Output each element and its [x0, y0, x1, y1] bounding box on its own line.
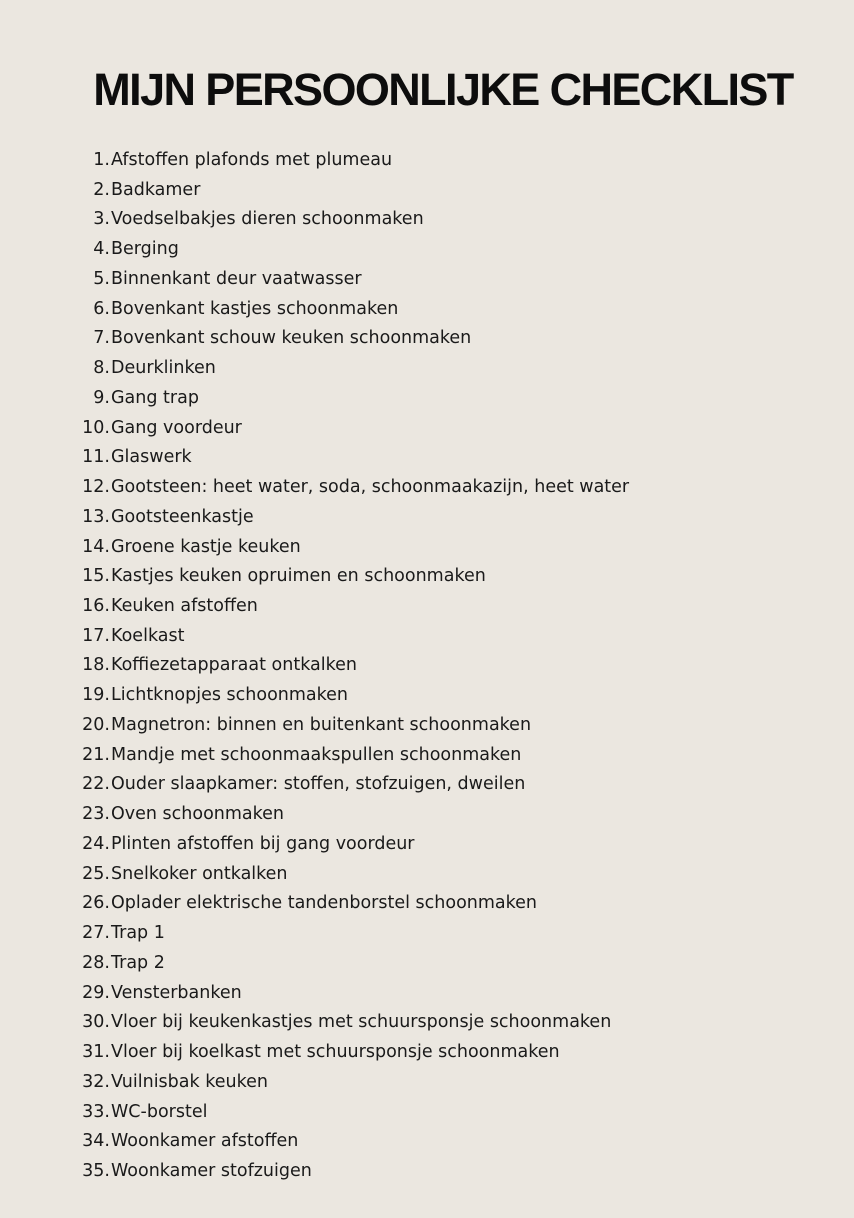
list-item-number: 21. — [82, 744, 110, 765]
list-item-number: 9. — [93, 387, 110, 408]
list-item — [0, 384, 629, 414]
list-item — [0, 324, 629, 354]
list-item — [0, 919, 629, 949]
list-item-text: Gang trap — [111, 387, 199, 408]
list-item-text: Berging — [111, 239, 179, 260]
list-item-number: 7. — [93, 328, 110, 349]
list-item — [0, 622, 629, 652]
list-item-number: 13. — [82, 506, 110, 527]
list-item-number: 11. — [82, 447, 110, 468]
list-item-text: Bovenkant kastjes schoonmaken — [111, 298, 399, 319]
list-item-number: 12. — [82, 477, 110, 498]
list-item — [0, 711, 629, 741]
list-item-number: 14. — [82, 536, 110, 557]
list-item-text: Oplader elektrische tandenborstel schoonmaken — [111, 893, 538, 914]
list-item-text: Trap 2 — [111, 952, 165, 973]
list-item-text: Vloer bij koelkast met schuursponsje schoonmaken — [111, 1042, 560, 1063]
list-item — [0, 979, 629, 1009]
list-item-number: 34. — [82, 1131, 110, 1152]
list-item — [0, 295, 629, 325]
list-item-number: 4. — [93, 239, 110, 260]
list-item-number: 3. — [93, 209, 110, 230]
list-item-number: 10. — [82, 417, 110, 438]
list-item-text: Glaswerk — [111, 447, 192, 468]
list-item — [0, 1157, 629, 1187]
list-item-text: Vloer bij keukenkastjes met schuursponsje schoonmaken — [111, 1012, 612, 1033]
list-item-number: 15. — [82, 566, 110, 587]
list-item — [0, 1127, 629, 1157]
list-item-number: 16. — [82, 596, 110, 617]
list-item — [0, 800, 629, 830]
list-item — [0, 146, 629, 176]
list-item-text: Groene kastje keuken — [111, 536, 301, 557]
list-item-number: 2. — [93, 179, 110, 200]
checklist — [0, 146, 629, 1187]
list-item-text: Mandje met schoonmaakspullen schoonmaken — [111, 744, 522, 765]
list-item — [0, 1038, 629, 1068]
list-item-text: Gootsteen: heet water, soda, schoonmaakazijn, heet water — [111, 477, 630, 498]
list-item-number: 30. — [82, 1012, 110, 1033]
list-item-text: Gootsteenkastje — [111, 506, 254, 527]
list-item — [0, 176, 629, 206]
list-item-number: 5. — [93, 268, 110, 289]
list-item — [0, 949, 629, 979]
list-item-number: 25. — [82, 863, 110, 884]
list-item-number: 24. — [82, 833, 110, 854]
list-item — [0, 889, 629, 919]
list-item-text: Vuilnisbak keuken — [111, 1071, 268, 1092]
list-item — [0, 205, 629, 235]
list-item — [0, 443, 629, 473]
page-title: MIJN PERSOONLIJKE CHECKLIST — [93, 64, 793, 115]
list-item-text: Gang voordeur — [111, 417, 242, 438]
list-item-number: 32. — [82, 1071, 110, 1092]
list-item — [0, 1008, 629, 1038]
list-item-text: Bovenkant schouw keuken schoonmaken — [111, 328, 472, 349]
list-item-text: Deurklinken — [111, 358, 216, 379]
list-item — [0, 860, 629, 890]
list-item — [0, 651, 629, 681]
list-item — [0, 770, 629, 800]
list-item-number: 26. — [82, 893, 110, 914]
list-item-number: 20. — [82, 714, 110, 735]
list-item-number: 23. — [82, 804, 110, 825]
list-item-text: Afstoffen plafonds met plumeau — [111, 150, 393, 170]
list-item — [0, 830, 629, 860]
list-item — [0, 741, 629, 771]
list-item-text: Koelkast — [111, 625, 185, 646]
list-item-text: Snelkoker ontkalken — [111, 863, 288, 884]
list-item-text: Trap 1 — [111, 923, 165, 944]
list-item — [0, 354, 629, 384]
list-item — [0, 1068, 629, 1098]
list-item-text: Lichtknopjes schoonmaken — [111, 685, 349, 706]
list-item-text: Woonkamer stofzuigen — [111, 1160, 312, 1181]
list-item-text: Woonkamer afstoffen — [111, 1131, 299, 1152]
list-item-number: 31. — [82, 1042, 110, 1063]
list-item-number: 8. — [93, 358, 110, 379]
list-item — [0, 592, 629, 622]
list-item-number: 33. — [82, 1101, 110, 1122]
list-item-number: 19. — [82, 685, 110, 706]
list-item — [0, 265, 629, 295]
list-item — [0, 503, 629, 533]
list-item-text: Ouder slaapkamer: stoffen, stofzuigen, dweilen — [111, 774, 526, 795]
list-item-text: Vensterbanken — [111, 982, 242, 1003]
list-item-number: 22. — [82, 774, 110, 795]
list-item-text: Badkamer — [111, 179, 201, 200]
list-item — [0, 414, 629, 444]
list-item — [0, 1098, 629, 1128]
list-item-text: Binnenkant deur vaatwasser — [111, 268, 362, 289]
list-item — [0, 235, 629, 265]
list-item-text: Voedselbakjes dieren schoonmaken — [111, 209, 424, 230]
list-item-number: 18. — [82, 655, 110, 676]
list-item-text: WC-borstel — [111, 1101, 208, 1122]
list-item — [0, 681, 629, 711]
list-item-text: Kastjes keuken opruimen en schoonmaken — [111, 566, 486, 587]
list-item-text: Magnetron: binnen en buitenkant schoonmaken — [111, 714, 532, 735]
list-item-number: 6. — [93, 298, 110, 319]
list-item-text: Oven schoonmaken — [111, 804, 285, 825]
list-item-text: Koffiezetapparaat ontkalken — [111, 655, 357, 676]
list-item-number: 17. — [82, 625, 110, 646]
list-item-number: 28. — [82, 952, 110, 973]
list-item-number: 35. — [82, 1160, 110, 1181]
list-item-number: 29. — [82, 982, 110, 1003]
list-item-text: Plinten afstoffen bij gang voordeur — [111, 833, 415, 854]
list-item — [0, 562, 629, 592]
list-item — [0, 473, 629, 503]
list-item — [0, 533, 629, 563]
list-item-text: Keuken afstoffen — [111, 596, 258, 617]
list-item-number: 1. — [93, 150, 110, 170]
list-item-number: 27. — [82, 923, 110, 944]
